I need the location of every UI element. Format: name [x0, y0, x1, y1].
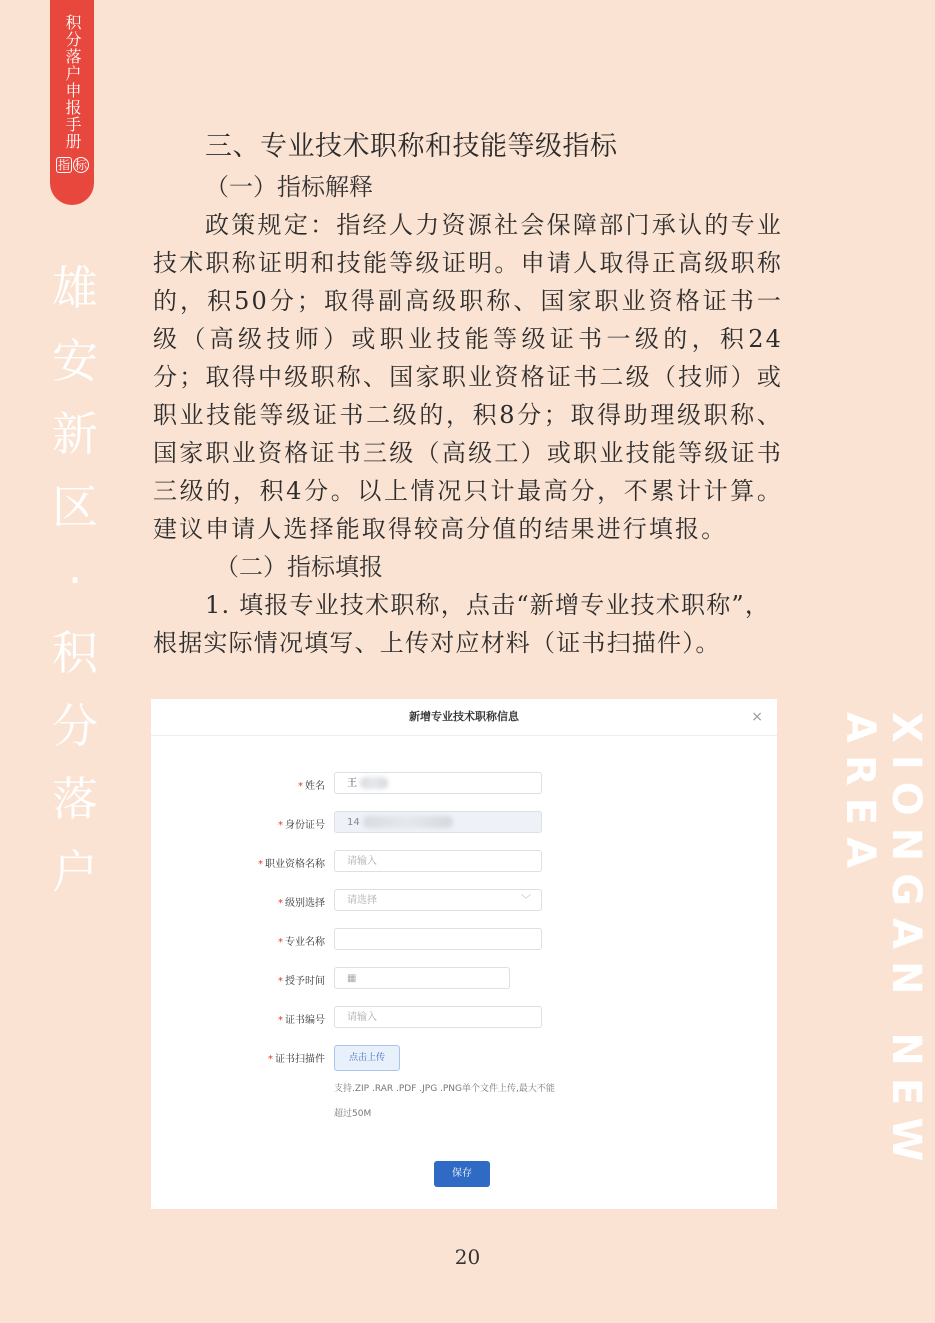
name-label: 姓名: [305, 781, 325, 792]
vertical-char: 分: [52, 699, 98, 753]
level-row: * 级别选择 请选择 ﹀: [151, 889, 777, 913]
subheading-explanation: （一）指标解释: [205, 173, 373, 201]
calendar-icon: ▦: [347, 973, 357, 984]
handbook-tab-text: 积分落户申报手册: [63, 14, 82, 150]
vertical-char: ·: [67, 553, 83, 607]
seal-char-a: 指: [58, 158, 71, 172]
close-icon[interactable]: ×: [751, 709, 763, 725]
name-row: * 姓名 王: [151, 772, 777, 796]
seal-char-b: 标: [75, 158, 88, 172]
level-label: 级别选择: [285, 898, 325, 909]
major-label: 专业名称: [285, 937, 325, 948]
qualification-input[interactable]: 请输入: [334, 850, 542, 872]
upload-hint-line1: 支持.ZIP .RAR .PDF .JPG .PNG单个文件上传,最大不能: [334, 1084, 555, 1094]
id-label: 身份证号: [285, 820, 325, 831]
section-heading: 三、专业技术职称和技能等级指标: [205, 131, 618, 162]
save-button[interactable]: 保存: [434, 1161, 490, 1187]
qualification-label: 职业资格名称: [265, 859, 325, 870]
right-vertical-title: XIONGAN NEW AREA: [837, 712, 929, 1174]
name-input[interactable]: 王: [334, 772, 542, 794]
qualification-row: * 职业资格名称 请输入: [151, 850, 777, 874]
level-select[interactable]: 请选择 ﹀: [334, 889, 542, 911]
scan-label: 证书扫描件: [275, 1054, 325, 1065]
chevron-down-icon: ﹀: [521, 895, 531, 906]
upload-hint-line2: 超过50M: [334, 1109, 372, 1119]
date-picker[interactable]: [334, 967, 510, 989]
cert-no-label: 证书编号: [285, 1015, 325, 1026]
step-paragraph: 1. 填报专业技术职称，点击“新增专业技术职称”，根据实际情况填写、上传对应材料（证书扫描件）。: [153, 591, 771, 657]
vertical-char: 落: [52, 772, 98, 826]
upload-button[interactable]: 点击上传: [334, 1045, 400, 1071]
main-content: [153, 124, 783, 662]
vertical-char: 区: [52, 480, 98, 534]
vertical-char: 雄: [52, 261, 98, 315]
vertical-char: 户: [52, 845, 98, 899]
date-label: 授予时间: [285, 976, 325, 987]
seal-icon: [56, 157, 89, 173]
vertical-char: 安: [52, 334, 98, 388]
policy-paragraph: 政策规定：指经人力资源社会保障部门承认的专业技术职称证明和技能等级证明。申请人取得正高级职称的，积50分；取得副高级职称、国家职业资格证书一级（高级技师）或职业技能等级证书一级的，积24分；取得中级职称、国家职业资格证书二级（技师）或职业技能等级证书二级的，积8分；取得助理级职称、国家职业资格证书三级（高级工）或职业技能等级证书三级的，积4分。以上情况只计最高分，不累计计算。建议申请人选择能取得较高分值的结果进行填报。: [153, 211, 783, 543]
dialog-title-text: 新增专业技术职称信息: [409, 710, 519, 723]
vertical-char: 新: [52, 407, 98, 461]
handbook-tab: [50, 0, 94, 205]
page-number: 20: [454, 1245, 481, 1269]
id-input[interactable]: 14: [334, 811, 542, 833]
subheading-filling: （二）指标填报: [215, 553, 383, 581]
major-row: * 专业名称: [151, 928, 777, 952]
cert-no-row: * 证书编号 请输入: [151, 1006, 777, 1030]
id-row: * 身份证号 14: [151, 811, 777, 835]
cert-no-input[interactable]: 请输入: [334, 1006, 542, 1028]
dialog-title: [151, 699, 777, 736]
vertical-char: 积: [52, 626, 98, 680]
scan-row: * 证书扫描件 点击上传: [151, 1045, 777, 1069]
add-title-dialog: [151, 699, 777, 1209]
date-row: * 授予时间 ▦: [151, 967, 777, 991]
major-input[interactable]: [334, 928, 542, 950]
left-vertical-title: [50, 250, 100, 907]
